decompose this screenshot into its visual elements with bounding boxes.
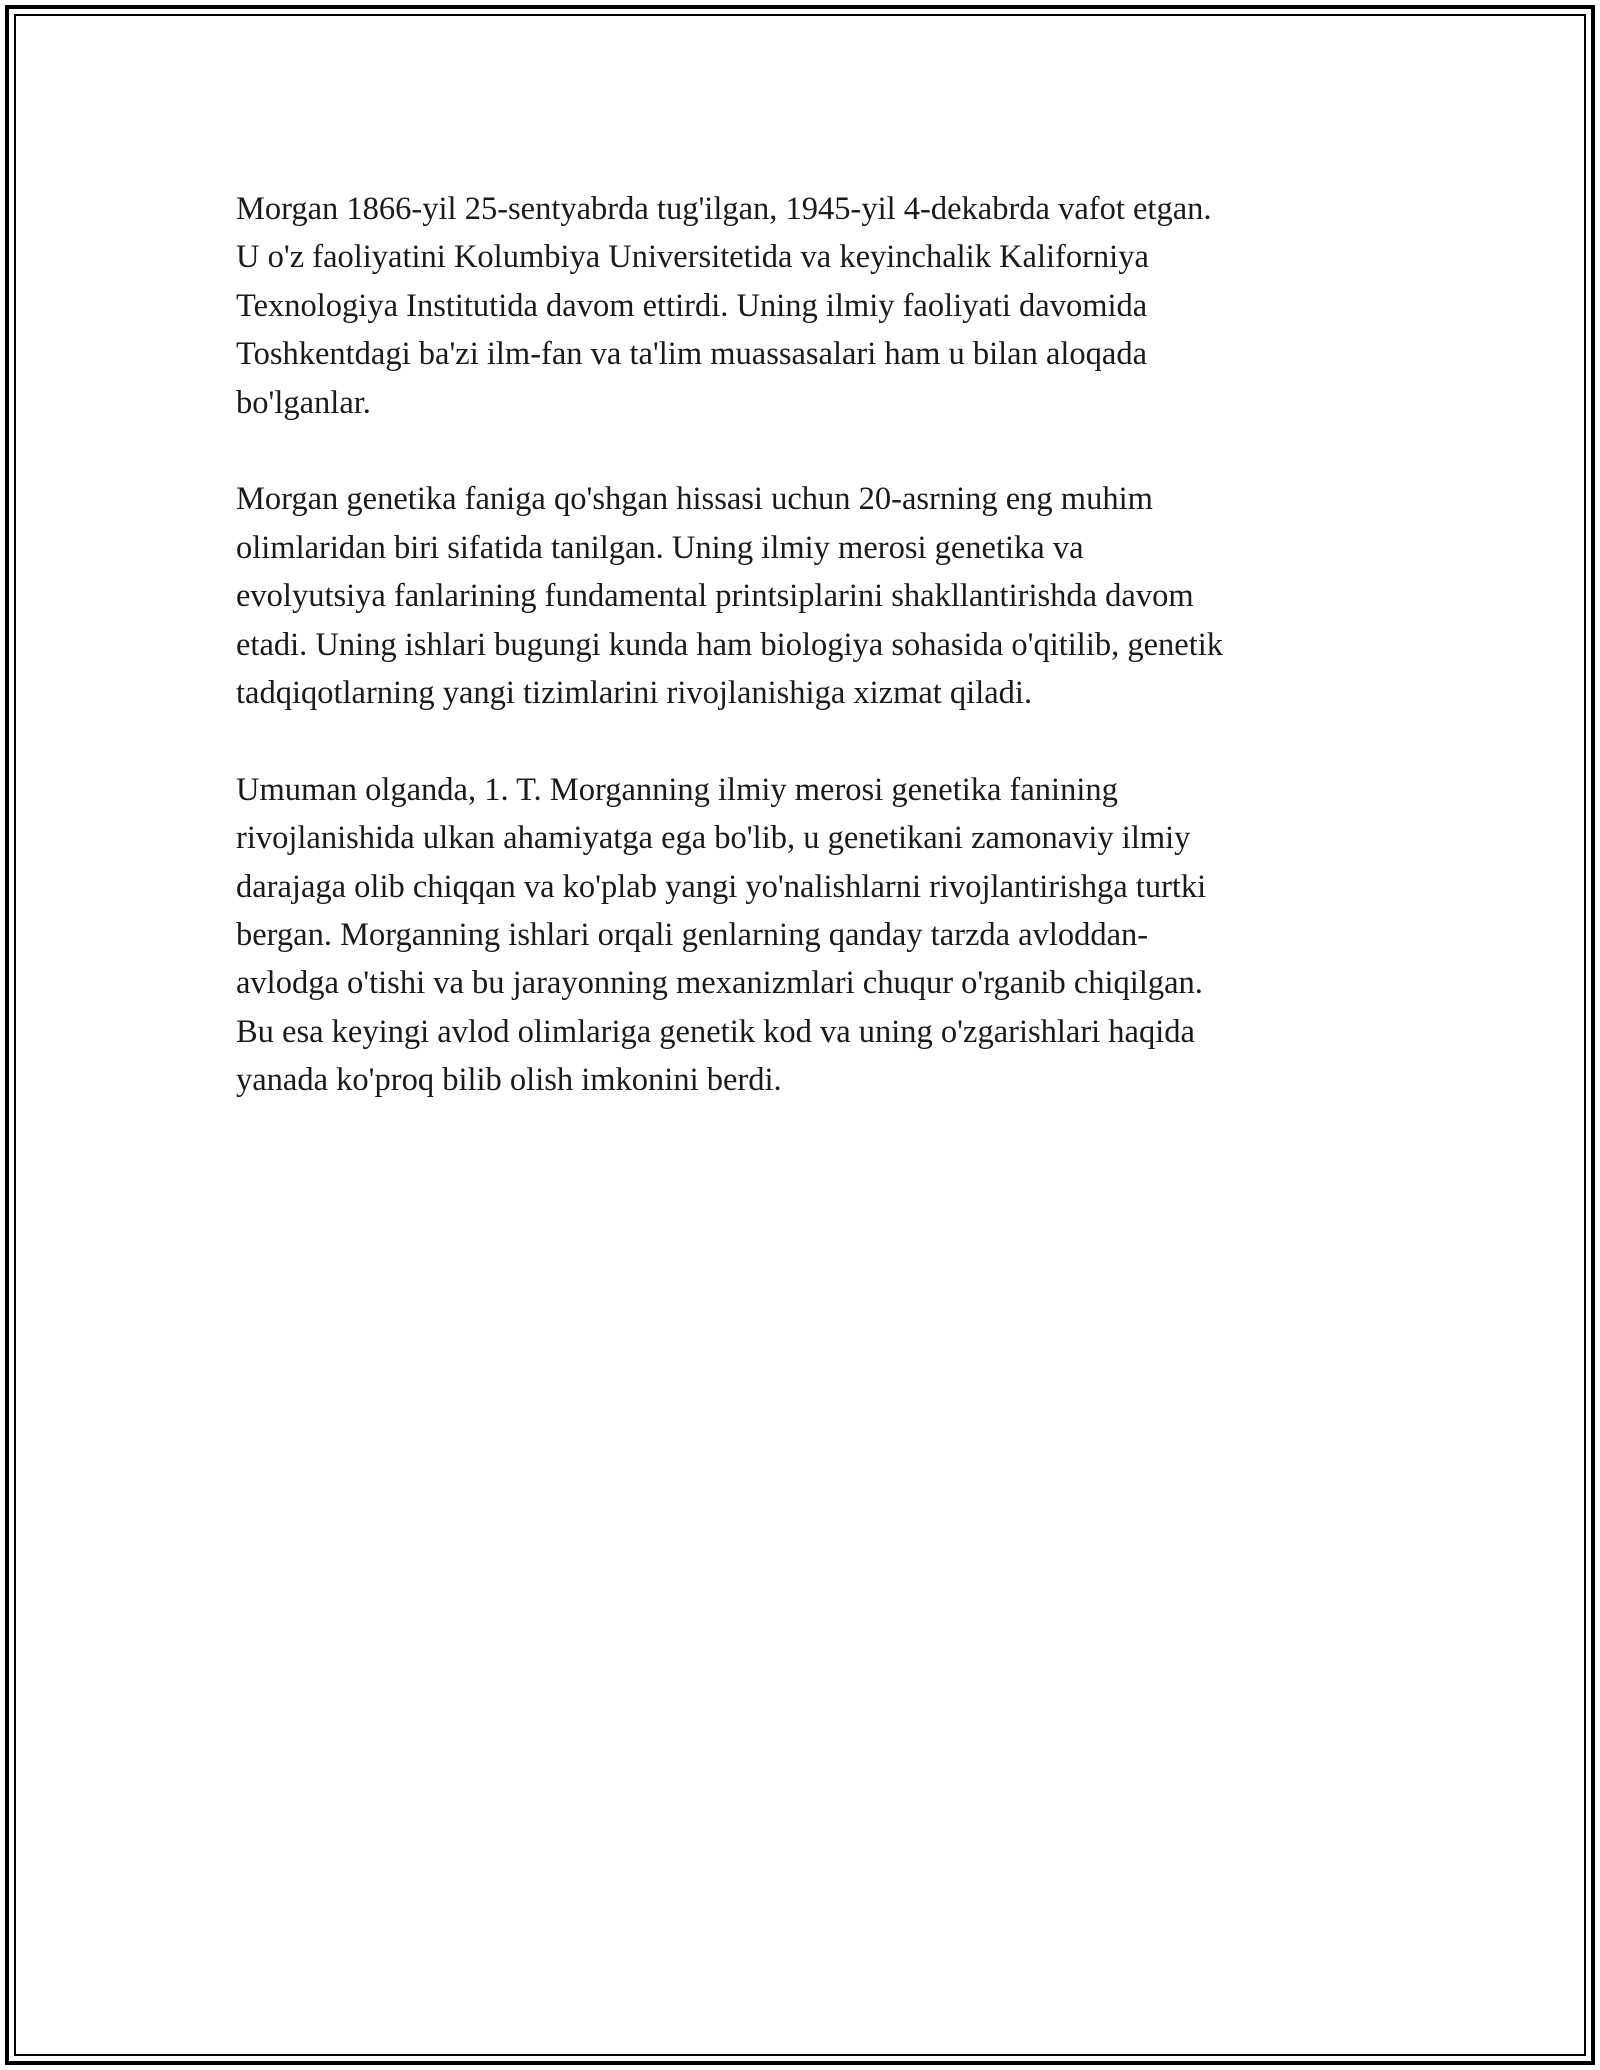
document-body <box>236 185 1366 1153</box>
paragraph-2: Morgan genetika faniga qo'shgan hissasi uchun 20-asrning eng muhim olimlaridan biri sifatida tanilgan. Uning ilmiy merosi genetika va evolyutsiya fanlarining fundamental printsiplarini shakllantirishda davom etadi. Uning ishlari bugungi kunda ham biologiya sohasida o'qitilib, genetik tadqiqotlarning yangi tizimlarini rivojlanishiga xizmat qiladi. <box>236 481 1224 712</box>
paragraph-1: Morgan 1866-yil 25-sentyabrda tug'ilgan, 1945-yil 4-dekabrda vafot etgan. U o'z faoliyatini Kolumbiya Universitetida va keyinchalik Kaliforniya Texnologiya Institutida davom ettirdi. Uning ilmiy faoliyati davomida Toshkentdagi ba'zi ilm-fan va ta'lim muassasalari ham u bilan aloqada bo'lganlar. <box>236 191 1212 421</box>
paragraph-3: Umuman olganda, 1. T. Morganning ilmiy merosi genetika fanining rivojlanishida ulkan ahamiyatga ega bo'lib, u genetikani zamonaviy ilmiy darajaga olib chiqqan va ko'plab yangi yo'nalishlarni rivojlantirishga turtki bergan. Morganning ishlari orqali genlarning qanday tarzda avloddan- avlodga o'tishi va bu jarayonning mexanizmlari chuqur o'rganib chiqilgan. Bu esa keyingi avlod olimlariga genetik kod va uning o'zgarishlari haqida yanada ko'proq bilib olish imkonini berdi. <box>236 771 1207 1099</box>
